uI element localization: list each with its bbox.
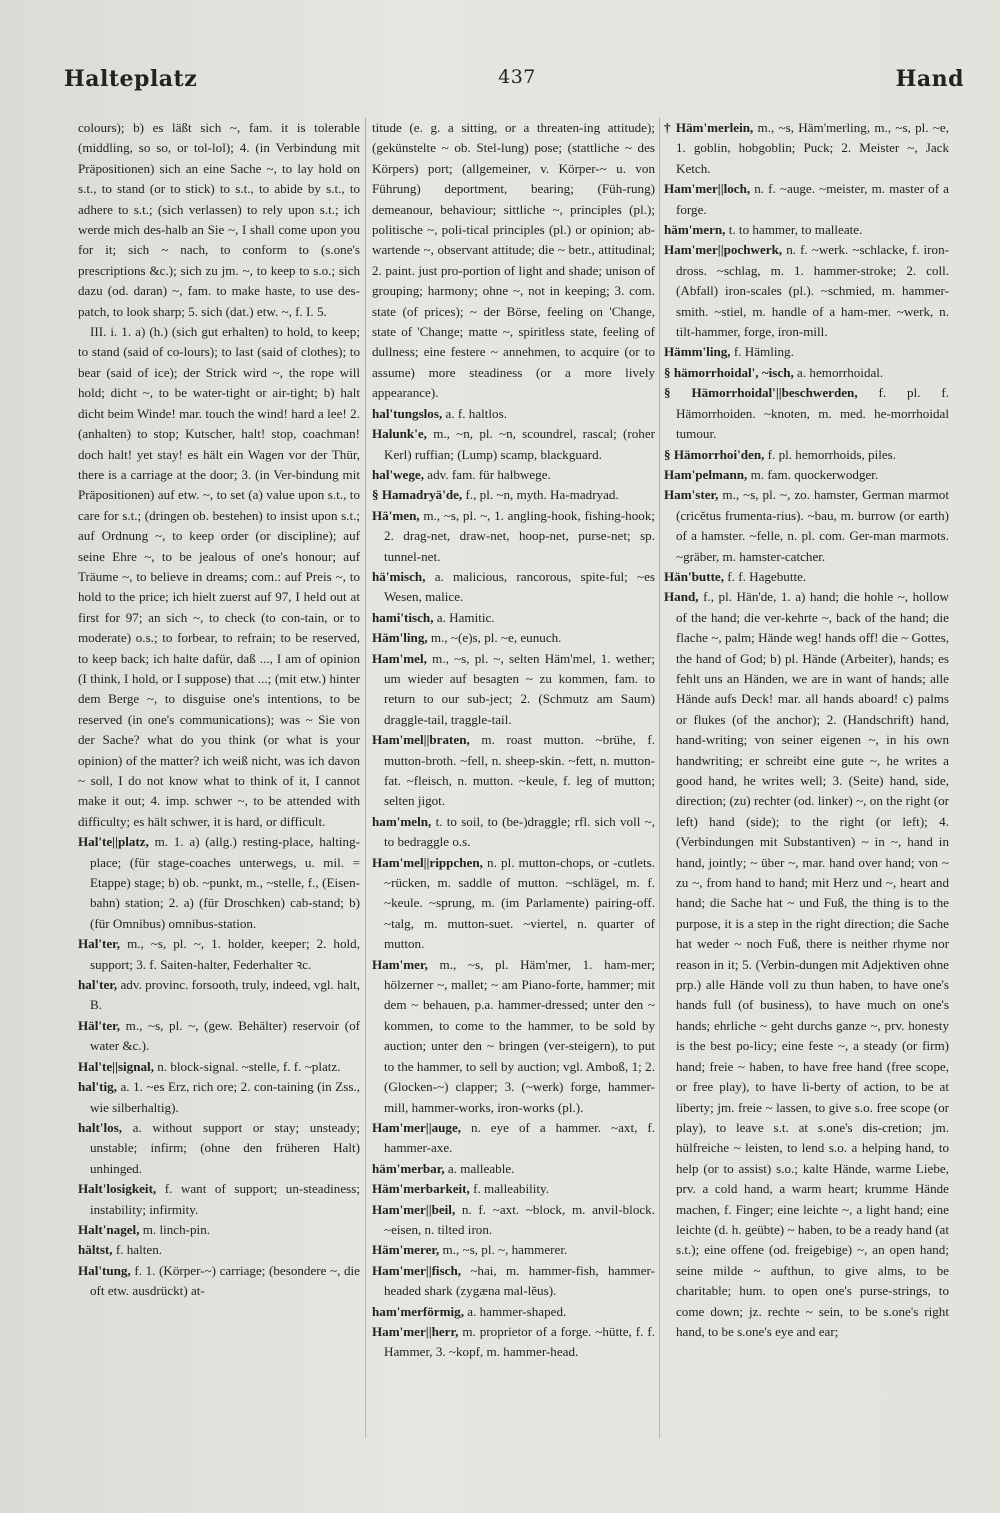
entry-definition: m., ~s, pl. ~, selten Häm'mel, 1. wether; um wieder auf besagten ~ zu kommen, fam. to return to our sub-ject; 2. (Schmutz am Saum) draggle-tail, traggle-tail. xyxy=(384,650,655,727)
headword: hal'wege, xyxy=(372,466,425,482)
entry-definition: f. 1. (Körper-~) carriage; (besondere ~, die oft etw. ausdrückt) at- xyxy=(90,1262,360,1299)
entry-definition: colours); b) es läßt sich ~, fam. it is tolerable (middling, so so, or tol-lol); 4. (in Verbindung mit Präpositionen) sich an eine Sache ~, to lay hold on s.t., to stand (or to stick) to s.t., to abide by s.t., to adhere to s.t.; (sich verlassen) to rely upon s.t.; ich werde mich des-halb an Sie ~, I shall come upon you for it; sich ~ nach, to conform to (s.one's prescriptions &c.); sich zu jm. ~, to keep to s.o.; sich dazu (od. daran) ~, fam. to make haste, to use des-patch, to look sharp; 5. sich (dat.) etw. ~, f. I. 5. xyxy=(78,120,360,319)
headword: halt'los, xyxy=(78,1119,123,1135)
dictionary-entry xyxy=(372,1322,655,1363)
entry-definition: n. f. ~werk. ~schlacke, f. iron-dross. ~schlag, m. 1. hammer-stroke; 2. coll. (Abfall) iron-scales (pl.). ~schmied, m. hammer-smith. ~stiel, m. handle of a ham-mer. ~werk, n. tilt-hammer, forge, iron-mill. xyxy=(676,242,949,340)
dictionary-entry xyxy=(78,975,360,1016)
entry-definition: n. pl. mutton-chops, or -cutlets. ~rücken, m. saddle of mutton. ~schlägel, m. f. ~keule. ~sprung, m. (im Parlamente) pairing-off. ~talg, m. mutton-suet. ~viertel, n. quarter of mutton. xyxy=(384,854,655,952)
column-left xyxy=(78,118,360,1458)
headword: Hä'men, xyxy=(372,507,420,523)
dictionary-entry xyxy=(78,1057,360,1077)
entry-definition: a. hammer-shaped. xyxy=(464,1303,567,1319)
entry-definition: adv. provinc. forsooth, truly, indeed, vgl. halt, B. xyxy=(90,977,360,1013)
entry-definition: n. f. ~axt. ~block, m. anvil-block. ~eisen, n. tilted iron. xyxy=(384,1201,655,1237)
dictionary-entry xyxy=(78,832,360,934)
entry-definition: ~hai, m. hammer-fish, hammer-headed shark (zygæna mal-lĕus). xyxy=(384,1262,655,1299)
dictionary-entry xyxy=(372,506,655,567)
headword: hami'tisch, xyxy=(372,609,434,625)
entry-definition: m., ~s, pl. ~, zo. hamster, German marmot (cricĕtus frumenta-rius). ~bau, m. burrow (or earth) of a hamster. ~felle, n. pl. com. Ger-man marmots. ~gräber, m. hamster-catcher. xyxy=(676,487,949,564)
headword: hal'tig, xyxy=(78,1079,117,1095)
entry-definition: f., pl. ~n, myth. Ha-madryad. xyxy=(462,487,619,503)
dictionary-entry xyxy=(372,1118,655,1159)
entry-definition: f., pl. Hän'de, 1. a) hand; die hohle ~, hollow of the hand; die ver-kehrte ~, back of the hand; die flache ~, palm; Hände weg! hands off! die ~ Gottes, the hand of God; b) pl. Hände (Arbeiter), hands; es fehlt uns an Händen, we are in want of hands; alle Hände aufs Deck! mar. all hands aboard! c) palms or flukes (of the anchor); 2. (Handschrift) hand, hand-writing; von seiner eigenen ~, in his own handwriting; er schreibt eine gute ~, he writes a good hand, he writes well; 3. (Seite) hand, side, direction; (zu) rechter (od. linker) ~, on the right (or left) hand (side); to the right (or left); 4. (Verbindungen mit Substantiven) ~ in ~, hand in hand, jointly; ~ über ~, mar. hand over hand; von ~ zu ~, from hand to hand; mit Herz und ~, heart and hand; die Sache hat ~ und Fuß, the thing is to the purpose, it is a step in the right direction; die Sache hat weder ~ noch Fuß, there is neither rhyme nor reason in it; 5. (Verbin-dungen mit Adjektiven ohne prp.) alle Hände voll zu thun haben, to have one's hands full (of business), to have much on one's hands; ehrliche ~ geht durchs ganze ~, prv. honesty is the best po-licy; eine feste ~, a steady (or firm) hand; freie ~ haben, to have free hand (free scope, or free play), to have li-berty of action, to be at liberty; jm. freie ~ lassen, to give s.o. free scope (or play), to leave s.t. at s.one's dis-cretion; jm. hülfreiche ~ leisten, to lend s.o. a helping hand, to help (or to assist) s.o.; kalte Hände, warme Liebe, prv. a cold hand, a warm heart; krumme Hände machen, f. Finger; eine leichte ~, a light hand; eine leichte (d. h. geübte) ~ haben, to be a ready hand (at s.t.); eine offene (od. freigebige) ~, an open hand; seine milde ~ aufthun, to give alms, to be charitable; hum. to open one's purse-strings, to come down; jz. rechte ~ sein, to be s.one's right hand, to be s.one's eye and ear; xyxy=(676,589,949,1339)
dictionary-entry xyxy=(372,1179,655,1199)
dictionary-entry xyxy=(372,649,655,731)
dictionary-entry xyxy=(78,118,360,322)
headword: Ham'mer||beil, xyxy=(372,1201,456,1217)
entry-definition: III. i. 1. a) (h.) (sich gut erhalten) to hold, to keep; to stand (said of co-lours); to last (said of clothes); to bear (said of ice); der Strick wird ~, the rope will hold; dicht ~, to be water-tight or air-tight; b) halt dicht beim Winde! mar. touch the wind! hard a lee! 2. (anhalten) to stop; Kutscher, halt! stop, coachman! doch halt! yet stay! es hält ein Wagen vor der Thür, there is a carriage at the door; 3. (in Ver-bindung mit Präpositionen) auf etw. ~, to set (a) value upon s.t., to care for s.t.; (dringen ob. bestehen) to insist upon s.t.; auf Ordnung ~, to keep order (or discipline); auf seine Ehre ~, to be jealous of one's honour; auf Träume ~, to believe in dreams; com.: auf Preis ~, to hold to the price; ich hielt zuerst auf 97, I held out at first for 97; an sich ~, to check (to con-tain, or to moderate) o.s.; to forbear, to refrain; to be reserved, to keep back; ich halte dafür, daß ..., I am of opinion (I think, I hold, or I suppose) that ...; (mit etw.) hinter dem Berge ~, to disguise one's intentions, to be reserved (in one's communications); was ~ Sie von der Sache? what do you think (or what is your opinion) of the matter? ich weiß nicht, was ich davon ~ soll, I do not know what to think of it, I cannot make it out; 4. imp. schwer ~, to be attended with difficulty; es hält schwer, it is hard, or difficult. xyxy=(78,324,360,829)
page-number: 437 xyxy=(498,66,536,88)
entry-definition: a. without support or stay; unsteady; unstable; infirm; (ohne den früheren Halt) unhinged. xyxy=(90,1119,360,1176)
headword: § Hämorrhoi'den, xyxy=(664,446,765,462)
entry-definition: m., ~n, pl. ~n, scoundrel, rascal; (roher Kerl) ruffian; (Lump) scamp, blackguard. xyxy=(384,426,655,462)
dictionary-entry xyxy=(78,322,360,832)
entry-definition: f. malleability. xyxy=(469,1181,549,1197)
dictionary-entry xyxy=(372,1240,655,1260)
headword: § hämorrhoidal', ~isch, xyxy=(664,364,794,380)
entry-definition: t. to soil, to (be-)draggle; rfl. sich voll ~, to bedraggle o.s. xyxy=(384,813,655,850)
entry-definition: a. malicious, rancorous, spite-ful; ~es Wesen, malice. xyxy=(384,568,655,605)
headword: Hal'te||platz, xyxy=(78,834,149,850)
running-head-right: Hand xyxy=(895,66,964,92)
entry-definition: n. eye of a hammer. ~axt, f. hammer-axe. xyxy=(384,1119,655,1156)
entry-definition: f. pl. hemorrhoids, piles. xyxy=(764,446,897,462)
dictionary-entry xyxy=(372,465,655,485)
dictionary-entry xyxy=(78,1220,360,1240)
dictionary-entry xyxy=(664,363,949,383)
dictionary-entry xyxy=(372,567,655,608)
headword: ham'meln, xyxy=(372,813,432,829)
dictionary-entry xyxy=(664,587,949,1342)
entry-definition: m., ~s, pl. Häm'mer, 1. ham-mer; hölzerner ~, mallet; ~ am Piano-forte, hammer; mit dem ~ behauen, p.a. hammer-dressed; unter den ~ kommen, to come to the hammer, to be sold by auction; unter den ~ bringen (ver-steigern), to put to the hammer, to sell by auction; vgl. Amboß, 1; 2. (Glocken-~) clapper; 3. (~werk) forge, hammer-mill, hammer-works, iron-works (pl.). xyxy=(384,956,655,1115)
dictionary-entry xyxy=(372,853,655,955)
dictionary-entry xyxy=(664,383,949,444)
entry-definition: m., ~s, pl. ~, 1. angling-hook, fishing-hook; 2. drag-net, draw-net, hoop-net, purse-net; sp. tunnel-net. xyxy=(384,507,655,564)
headword: † Häm'merlein, xyxy=(664,120,754,135)
entry-definition: m. proprietor of a forge. ~hütte, f. f. Hammer, 3. ~kopf, m. hammer-head. xyxy=(384,1323,655,1360)
running-head-left: Haltеplatz xyxy=(64,66,198,92)
entry-definition: n. block-signal. ~stelle, f. f. ~platz. xyxy=(153,1058,341,1074)
headword: Ham'pelmann, xyxy=(664,466,748,482)
dictionary-entry xyxy=(372,608,655,628)
dictionary-entry xyxy=(664,465,949,485)
headword: Ham'mer||fisch, xyxy=(372,1262,462,1278)
dictionary-entry xyxy=(664,220,949,240)
entry-definition: a. hemorrhoidal. xyxy=(793,364,884,380)
dictionary-entry xyxy=(372,1159,655,1179)
entry-definition: f. pl. f. Hämorrhoiden. ~knoten, m. med. he-morrhoidal tumour. xyxy=(676,385,949,442)
column-right xyxy=(664,118,949,1458)
dictionary-entry xyxy=(664,118,949,179)
entry-definition: m., ~s, Häm'merling, m., ~s, pl. ~e, 1. goblin, hobgoblin; Puck; 2. Meister ~, Jack Ketch. xyxy=(676,120,949,176)
headword: Ham'mel||rippchen, xyxy=(372,854,483,870)
headword: ham'merförmig, xyxy=(372,1303,464,1319)
entry-definition: m., ~s, pl. ~, hammerer. xyxy=(439,1242,568,1258)
dictionary-entry xyxy=(372,404,655,424)
headword: § Hämorrhoidal'||beschwerden, xyxy=(664,385,858,401)
headword: Hal'te||signal, xyxy=(78,1058,154,1074)
headword: Ham'ster, xyxy=(664,487,719,503)
entry-definition: adv. fam. für halbwege. xyxy=(424,466,551,482)
headword: hältst, xyxy=(78,1242,113,1258)
column-divider xyxy=(365,118,366,1438)
dictionary-entry xyxy=(664,445,949,465)
headword: Ham'mel||braten, xyxy=(372,732,470,748)
dictionary-entry xyxy=(78,1240,360,1260)
dictionary-entry xyxy=(372,812,655,853)
entry-definition: m. 1. a) (allg.) resting-place, halting-place; (für stage-coaches unterwegs, u. mil. = Etappe) stage; b) ob. ~punkt, m., ~stelle, f., (Eisen-bahn) station; 2. a) (für Droschken) cab-stand; b) (für Omnibus) omnibus-station. xyxy=(90,834,360,931)
dictionary-entry xyxy=(372,955,655,1118)
entry-definition: f. want of support; un-steadiness; instability; infirmity. xyxy=(90,1181,360,1217)
dictionary-entry xyxy=(664,485,949,567)
headword: Hän'butte, xyxy=(664,568,725,584)
dictionary-entry xyxy=(372,628,655,648)
headword: Ham'mel, xyxy=(372,650,427,666)
page-header xyxy=(64,66,964,100)
headword: hä'misch, xyxy=(372,568,426,584)
dictionary-entry xyxy=(372,424,655,465)
entry-definition: f. halten. xyxy=(112,1242,163,1258)
entry-definition: a. f. haltlos. xyxy=(442,405,507,421)
headword: Ham'mer||herr, xyxy=(372,1323,459,1339)
headword: Hand, xyxy=(664,589,699,605)
dictionary-entry xyxy=(78,1179,360,1220)
dictionary-entry xyxy=(78,1077,360,1118)
dictionary-entry xyxy=(372,485,655,505)
dictionary-entry xyxy=(664,240,949,342)
dictionary-entry xyxy=(372,730,655,812)
headword: Häm'ling, xyxy=(372,630,428,646)
entry-definition: f. Hämling. xyxy=(730,344,794,360)
entry-definition: m., ~s, pl. ~, (gew. Behälter) reservoir (of water &c.). xyxy=(90,1017,360,1054)
dictionary-entry xyxy=(372,1200,655,1241)
headword: Häl'ter, xyxy=(78,1017,121,1033)
entry-definition: m. linch-pin. xyxy=(139,1221,211,1237)
dictionary-entry xyxy=(664,342,949,362)
entry-definition: a. malleable. xyxy=(444,1160,515,1176)
headword: häm'merbar, xyxy=(372,1160,445,1176)
entry-definition: m., ~s, pl. ~, 1. holder, keeper; 2. hold, support; 3. f. Saiten-halter, Federhalter ꝛc. xyxy=(90,936,360,972)
headword: Ham'mer||loch, xyxy=(664,181,751,197)
dictionary-entry xyxy=(372,118,655,404)
entry-definition: a. 1. ~es Erz, rich ore; 2. con-taining (in Zss., wie silberhaltig). xyxy=(90,1079,360,1115)
dictionary-entry xyxy=(664,179,949,220)
dictionary-entry xyxy=(664,567,949,587)
entry-definition: t. to hammer, to malleate. xyxy=(725,222,863,238)
headword: Halt'nagel, xyxy=(78,1221,140,1237)
entry-definition: a. Hamitic. xyxy=(433,609,495,625)
dictionary-entry xyxy=(78,934,360,975)
headword: Häm'merer, xyxy=(372,1242,440,1258)
entry-definition: f. f. Hagebutte. xyxy=(724,568,807,584)
headword: hal'tungslos, xyxy=(372,405,443,421)
entry-definition: m. fam. quockerwodger. xyxy=(747,466,879,482)
entry-definition: n. f. ~auge. ~meister, m. master of a forge. xyxy=(676,181,949,217)
headword: häm'mern, xyxy=(664,222,726,238)
headword: § Hamadryä'de, xyxy=(372,487,463,503)
headword: Ham'mer||pochwerk, xyxy=(664,242,783,258)
headword: Ham'mer, xyxy=(372,956,428,972)
dictionary-entry xyxy=(78,1261,360,1302)
column-divider xyxy=(659,118,660,1438)
headword: Halt'losigkeit, xyxy=(78,1181,157,1197)
dictionary-entry xyxy=(78,1118,360,1179)
dictionary-entry xyxy=(372,1302,655,1322)
dictionary-entry xyxy=(372,1261,655,1302)
headword: Häm'merbarkeit, xyxy=(372,1181,470,1197)
headword: Hämm'ling, xyxy=(664,344,731,360)
headword: Hal'tung, xyxy=(78,1262,131,1278)
dictionary-entry xyxy=(78,1016,360,1057)
entry-definition: m. roast mutton. ~brühe, f. mutton-broth. ~fell, n. sheep-skin. ~fett, n. mutton-fat. ~fleisch, n. mutton. ~keule, f. leg of mutton; selten jigot. xyxy=(384,732,655,809)
headword: Ham'mer||auge, xyxy=(372,1119,462,1135)
headword: hal'ter, xyxy=(78,977,118,993)
headword: Halunk'e, xyxy=(372,426,427,442)
entry-definition: titude (e. g. a sitting, or a threaten-ing attitude); (gekünstelte ~ ob. Stel-lung) pose; (stattliche ~ des Körpers) port; (allgemeiner, v. Körper-~ u. von Führung) deportment, bearing; (Füh-rung) demeanour, behaviour; sittliche ~, principles (pl.); politische ~, poli-tical principles (pl.) or opinion; ab-wartende ~, observant attitude; die ~ betr., attitudinal; 2. paint. just pro-portion of light and shade; unison of grouping; harmony; ohne ~, not in keeping; 3. com. state (of prices); ~ der Börse, feeling on 'Change, state of 'Change; matte ~, spiritless state, feeling of dullness; eine festere ~ annehmen, to acquire (or to assume) more steadiness (or a more lively appearance). xyxy=(372,120,655,401)
headword: Hal'ter, xyxy=(78,936,121,952)
entry-definition: m., ~(e)s, pl. ~e, eunuch. xyxy=(427,630,562,646)
column-middle xyxy=(372,118,655,1458)
